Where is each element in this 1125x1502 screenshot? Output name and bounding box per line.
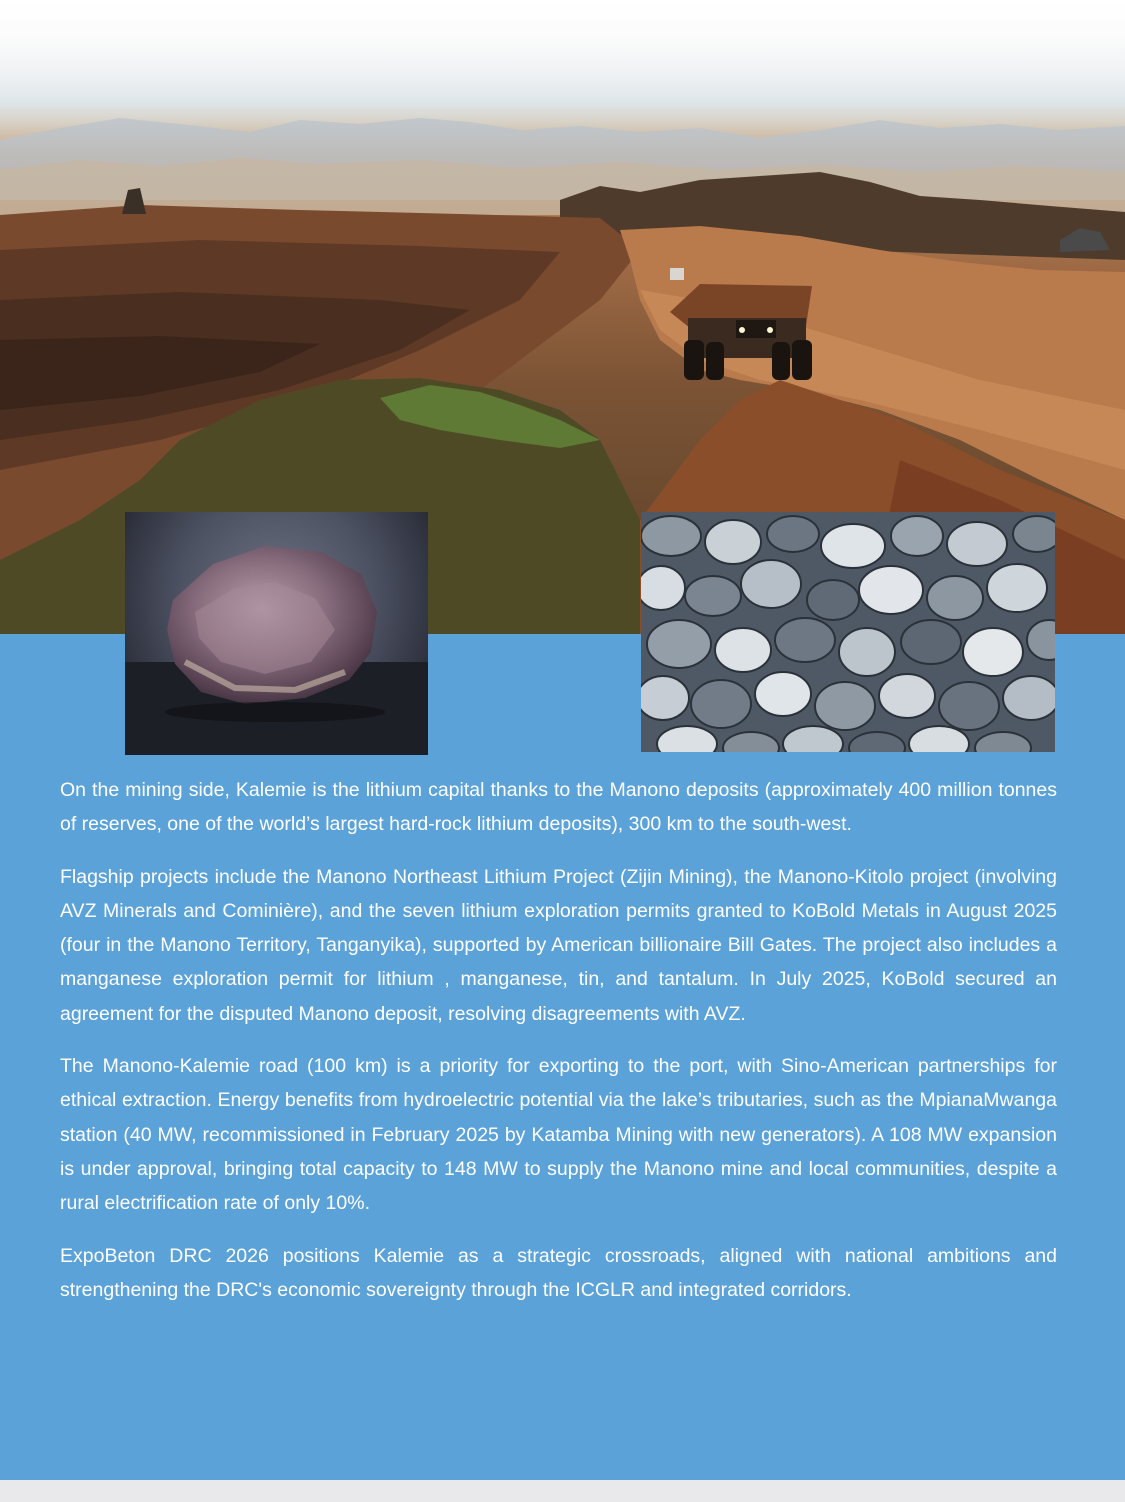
paragraph-mining-side: On the mining side, Kalemie is the lithium capital thanks to the Manono deposits (approximately 400 million tonnes of reserves, one of the world’s largest hard-rock lithium deposits), 300 km to the south-west. — [60, 779, 1057, 836]
lepidolite-mineral-photo — [125, 512, 428, 755]
paragraph-expobeton: ExpoBeton DRC 2026 positions Kalemie as a strategic crossroads, aligned with national ambitions and strengthening the DRC's economic sovereignty through the ICGLR and integrated corridors. — [60, 1244, 1057, 1301]
paragraph-road-energy: The Manono-Kalemie road (100 km) is a priority for exporting to the port, with Sino-American partnerships for ethical extraction. Energy benefits from hydroelectric potential via the lake’s tributaries, such as the MpianaMwanga station (40 MW, recommissioned in February 2025 by Katamba Mining with new generators). A 108 MW expansion is under approval, bringing total capacity to 148 MW to supply the Manono mine and local communities, despite a rural electrification rate of only 10%. — [60, 1055, 1057, 1215]
spodumene-pebbles-photo — [641, 512, 1055, 752]
paragraph-flagship-projects: Flagship projects include the Manono Northeast Lithium Project (Zijin Mining), the Manono-Kitolo project (involving AVZ Minerals and Cominière), and the seven lithium exploration permits granted to KoBold Metals in August 2025 (four in the Manono Territory, Tanganyika), supported by American billionaire Bill Gates. The project also includes a manganese exploration permit for lithium , manganese, tin, and tantalum. In July 2025, KoBold secured an agreement for the disputed Manono deposit, resolving disagreements with AVZ. — [60, 865, 1057, 1025]
article-body — [60, 773, 1057, 1307]
